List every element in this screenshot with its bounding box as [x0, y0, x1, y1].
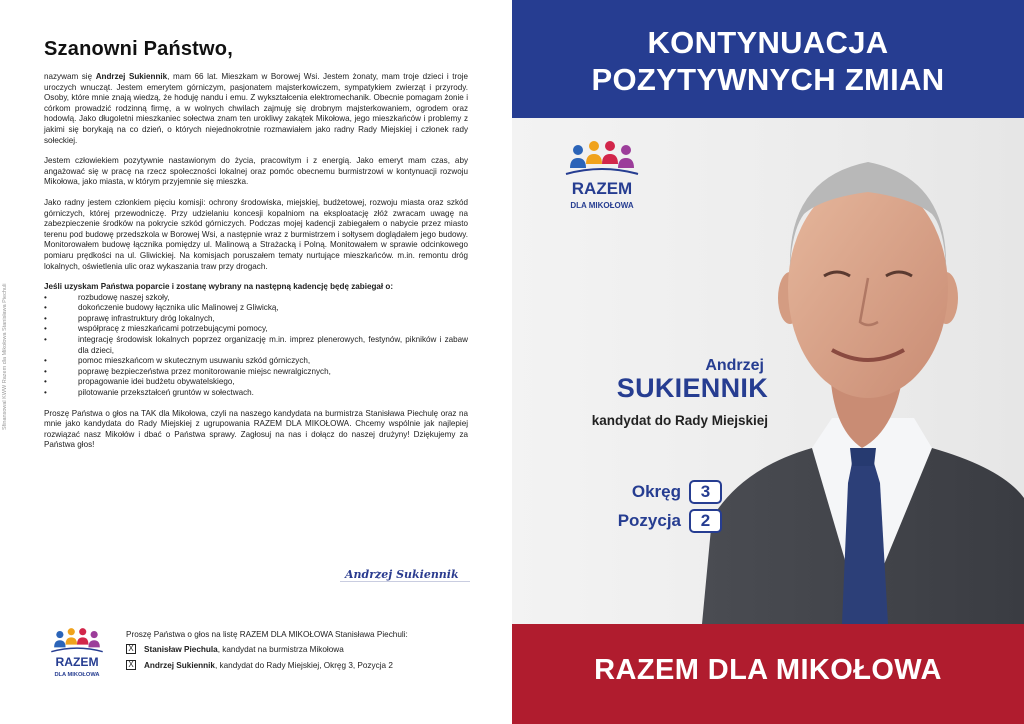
logo-subtitle-small: DLA MIKOŁOWA	[54, 672, 100, 678]
district-number: 3	[689, 480, 722, 504]
ballot-candidate-name: Andrzej Sukiennik	[144, 660, 215, 670]
candidate-role: kandydat do Rady Miejskiej	[591, 413, 768, 428]
paragraph-closing: Proszę Państwa o głos na TAK dla Mikołowa, czyli na naszego kandydata na burmistrza Stanisława Piechulę oraz na mnie jako kandydata do Rady Miejskiej z ugrupowania RAZEM DLA MIKOŁOWA. Chcemy wspólnie jak najlepiej rozwiązać nasz Mikołów i dbać o Państwa sprawy. Zagłosuj na nas i dołącz do naszej drużyny! Dziękujemy za Państwa głos!	[44, 408, 468, 450]
pledge-item: • pilotowanie przekształceń gruntów w sołectwach.	[44, 388, 468, 399]
pledge-item: • współpracę z mieszkańcami potrzebującymi pomocy,	[44, 324, 468, 335]
people-icon	[54, 628, 100, 647]
signature: Andrzej Sukiennik	[345, 568, 459, 581]
ballot-checkbox: X	[126, 660, 136, 670]
paragraph-council-work: Jako radny jestem członkiem pięciu komisji: ochrony środowiska, miejskiej, budżetowej, rozwoju miasta oraz szkód górniczych, której przewodniczę. Przy udzielaniu koncesji kopalniom na eksploatację złóż zwracam uwagę na zabezpieczenie środków na pokrycie szkód górniczych. Podczas mojej kadencji zabiegałem o nabycie przez miasto terenu pod budowę przedszkola w Borowej Wsi, a następnie wraz z burmistrzem i sołtysem doglądałem jego budowy. Monitorowałem budowę łącznika pomiędzy ul. Malinową a Strażacką i Polną. Monitowałem w sprawie odcinkowego pomiaru prędkości na ul. Gliwickiej. Na komisjach poruszałem tematy nurtujące mieszkańców. m.in. remontu dróg lokalnych, oświetlenia ulic oraz wykaszania traw przy drogach.	[44, 197, 468, 271]
position-number: 2	[689, 509, 722, 533]
pledge-item: • rozbudowę naszej szkoły,	[44, 293, 468, 304]
ballot-candidate-detail: , kandydat do Rady Miejskiej, Okręg 3, Pozycja 2	[214, 660, 393, 670]
greeting-heading: Szanowni Państwo,	[44, 38, 233, 60]
imprint-note: Sfinansowal KWW Razem dla Mikołowa Stanisława Piechuli	[2, 283, 8, 430]
logo-word: RAZEM	[571, 179, 633, 198]
pledge-item: • integrację środowisk lokalnych poprzez organizację m.in. imprez plenerowych, festynów, pikników i zabaw dla dzieci,	[44, 335, 468, 356]
pledge-item: • dokończenie budowy łącznika ulic Malinowej z Gliwicką,	[44, 303, 468, 314]
ballot-instructions	[126, 630, 486, 676]
party-logo-small	[44, 626, 110, 686]
logo-subtitle: DLA MIKOŁOWA	[570, 201, 634, 210]
signature-line	[340, 581, 470, 582]
ballot-row	[126, 660, 486, 670]
pledge-list	[44, 293, 468, 399]
pledge-item: • pomoc mieszkańcom w skutecznym usuwaniu szkód górniczych,	[44, 356, 468, 367]
district-label: Okręg	[631, 482, 681, 501]
ballot-candidate-name: Stanisław Piechula	[144, 644, 218, 654]
position-row	[552, 509, 722, 533]
pledge-item: • poprawę bezpieczeństwa przez monitorowanie miejsc newralgicznych,	[44, 367, 468, 378]
letter-body	[44, 72, 468, 461]
position-label: Pozycja	[617, 511, 681, 530]
ballot-intro: Proszę Państwa o głos na listę RAZEM DLA MIKOŁOWA Stanisława Piechuli:	[126, 630, 408, 639]
pledge-intro: Jeśli uzyskam Państwa poparcie i zostanę wybrany na następną kadencję będę zabiegał o:	[44, 282, 394, 292]
pledge-item: • poprawę infrastruktury dróg lokalnych,	[44, 314, 468, 325]
pledge-item: • propagowanie idei budżetu obywatelskiego,	[44, 377, 468, 388]
slogan: KONTYNUACJA POZYTYWNYCH ZMIAN	[591, 25, 945, 97]
candidate-first-name: Andrzej	[705, 357, 764, 374]
paragraph-intro: nazywam się Andrzej Sukiennik, mam 66 lat. Mieszkam w Borowej Wsi. Jestem żonaty, mam troje dzieci i troje uroczych wnucząt. Jestem emerytem górniczym, pasjonatem majsterkowiczem, sympatykiem zwierząt i przyrody. Osoby, które mnie znają wiedzą, że hoduję nandu i emu. Z wykształcenia elektromechanik. Obecnie pomagam żonie i córkom prowadzić rodzinną firmę, a w wolnych chwilach zajmuję się drobnym majsterkowaniem, ogrodem oraz hodowlą. Jako długoletni mieszkaniec sołectwa znam ten urokliwy zakątek Mikołowa, jego mieszkańców i problemy z jakimi się borykają na co dzień, o których niejednokrotnie rozmawiałem jako radny Rady Miejskiej i członek rady sołeckiej.	[44, 72, 468, 145]
party-name: RAZEM DLA MIKOŁOWA	[594, 654, 942, 686]
district-row	[552, 480, 722, 504]
paragraph-attitude: Jestem człowiekiem pozytywnie nastawionym do życia, pracowitym i z energią. Jako emeryt mam czas, aby angażować się w pracę na rzecz społeczności lokalnej oraz pomóc obecnemu burmistrzowi w kontynuacji rozwoju Mikołowa, jako miasta, w którym przyjemnie się mieszka.	[44, 156, 468, 187]
ballot-candidate-detail: , kandydat na burmistrza Mikołowa	[217, 644, 344, 654]
right-page	[512, 0, 1024, 724]
candidate-name-inline: Andrzej Sukiennik	[95, 72, 168, 81]
logo-word-small: RAZEM	[55, 655, 99, 669]
ballot-checkbox: X	[126, 644, 136, 654]
people-icon	[570, 141, 634, 168]
party-logo	[556, 138, 648, 222]
ballot-row	[126, 644, 486, 654]
candidate-last-name: SUKIENNIK	[616, 373, 768, 403]
